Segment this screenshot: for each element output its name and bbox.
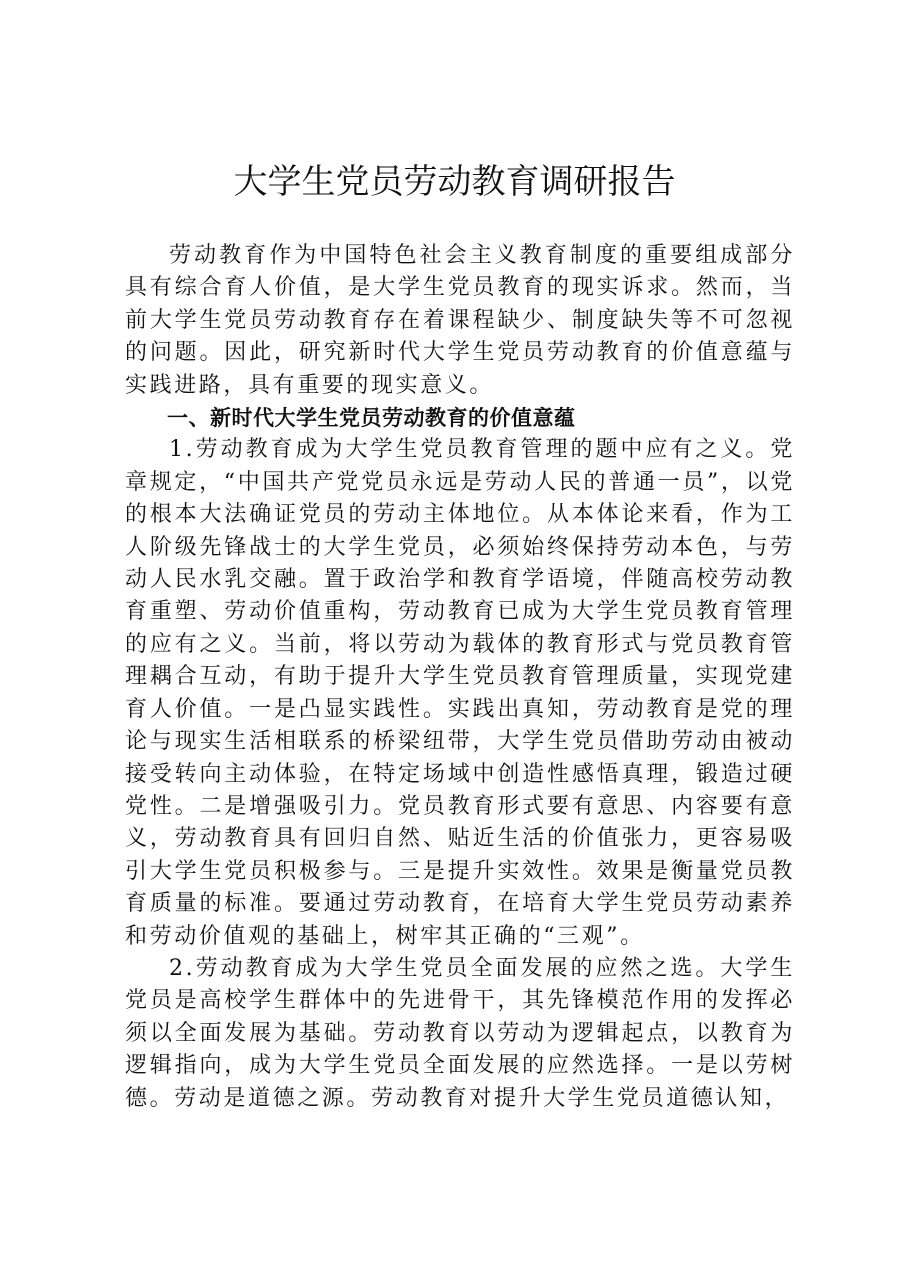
body-paragraph-2: 2.劳动教育成为大学生党员全面发展的应然之选。大学生党员是高校学生群体中的先进骨干，其先锋模范作用的发挥必须以全面发展为基础。劳动教育以劳动为逻辑起点，以教育为逻辑指向，成为大学生党员全面发展的应然选择。一是以劳树德。劳动是道德之源。劳动教育对提升大学生党员道德认知， xyxy=(125,955,795,1111)
body-paragraph-1: 1.劳动教育成为大学生党员教育管理的题中应有之义。党章规定，“中国共产党党员永远是劳动人民的普通一员”，以党的根本大法确证党员的劳动主体地位。从本体论来看，作为工人阶级先锋战士的大学生党员，必须始终保持劳动本色，与劳动人民水乳交融。置于政治学和教育学语境，伴随高校劳动教育重塑、劳动价值重构，劳动教育已成为大学生党员教育管理的应有之义。当前，将以劳动为载体的教育形式与党员教育管理耦合互动，有助于提升大学生党员教育管理质量，实现党建育人价值。一是凸显实践性。实践出真知，劳动教育是党的理论与现实生活相联系的桥梁纽带，大学生党员借助劳动由被动接受转向主动体验，在特定场域中创造性感悟真理，锻造过硬党性。二是增强吸引力。党员教育形式要有意思、内容要有意义，劳动教育具有回归自然、贴近生活的价值张力，更容易吸引大学生党员积极参与。三是提升实效性。效果是衡量党员教育质量的标准。要通过劳动教育，在培育大学生党员劳动素养和劳动价值观的基础上，树牢其正确的“三观”。 xyxy=(125,437,795,949)
section-heading-1: 一、新时代大学生党员劳动教育的价值意蕴 xyxy=(167,406,576,431)
document-body xyxy=(125,240,795,1115)
document-title: 大学生党员劳动教育调研报告 xyxy=(233,162,676,202)
intro-paragraph: 劳动教育作为中国特色社会主义教育制度的重要组成部分具有综合育人价值，是大学生党员教育的现实诉求。然而，当前大学生党员劳动教育存在着课程缺少、制度缺失等不可忽视的问题。因此，研究新时代大学生党员劳动教育的价值意蕴与实践进路，具有重要的现实意义。 xyxy=(125,243,795,398)
